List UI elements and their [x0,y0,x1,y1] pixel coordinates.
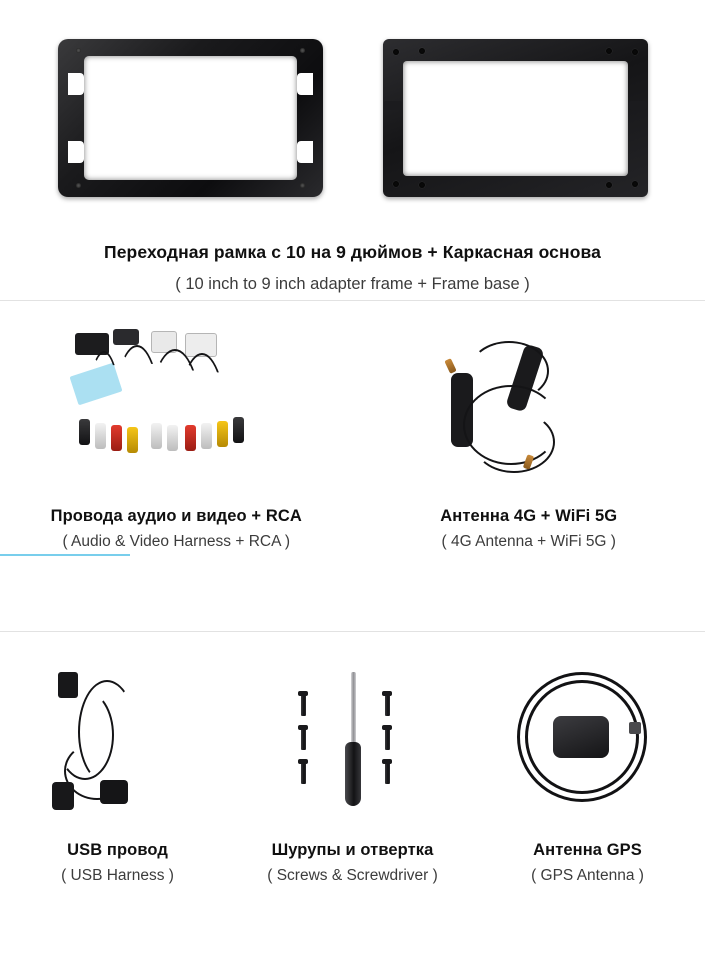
audio-video-harness-image [51,327,301,497]
gps-receiver-body [553,716,609,758]
frames-caption-ru: Переходная рамка с 10 на 9 дюймов + Каркасная основа [104,242,601,262]
screws-caption-en: ( Screws & Screwdriver ) [267,867,438,884]
item-4g-wifi-antenna [353,301,705,631]
rca-plug [201,423,212,449]
screws-caption [267,841,438,885]
item-gps-antenna [470,632,705,970]
mount-hole [632,181,638,187]
frame-tab [629,101,647,110]
screw [385,728,390,750]
screw-hole [76,183,81,188]
antenna-caption [440,507,617,551]
frame-base-image [383,39,648,197]
screws-caption-ru: Шурупы и отвертка [271,841,434,859]
usb-caption-ru: USB провод [67,841,168,859]
gps-caption [531,841,644,885]
rca-plug [167,425,178,451]
gps-caption-ru: Антенна GPS [533,841,642,859]
mount-hole [632,49,638,55]
mount-hole [393,49,399,55]
mount-hole [419,48,425,54]
usb-female-plug [100,780,128,804]
section-frames [0,0,705,300]
mount-hole [419,182,425,188]
adapter-frame-image [58,39,323,197]
screw [301,694,306,716]
accent-line-left [0,554,130,556]
frames-caption-en: ( 10 inch to 9 inch adapter frame + Frame base ) [175,275,530,293]
screw-hole [300,48,305,53]
frame-notch [297,141,313,163]
frame-notch [68,73,84,95]
rca-plug [185,425,196,451]
rca-plug [127,427,138,453]
rca-plug [217,421,228,447]
antenna-connector [444,358,456,374]
screwdriver-handle [345,742,361,806]
frame-notch [68,141,84,163]
frames-image-row [0,0,705,208]
4g-wifi-antenna-image [429,327,629,497]
usb-caption [61,841,174,885]
gps-caption-en: ( GPS Antenna ) [531,867,644,884]
screw [301,762,306,784]
item-audio-video-harness [0,301,353,631]
frame-tab [384,101,402,110]
mount-hole [393,181,399,187]
rca-plug [233,417,244,443]
harness-caption-en: ( Audio & Video Harness + RCA ) [62,533,291,550]
harness-caption-ru: Провода аудио и видео + RCA [50,507,302,525]
antenna-caption-en: ( 4G Antenna + WiFi 5G ) [441,533,616,550]
gps-connector [629,722,641,734]
screw [385,762,390,784]
screw-hole [76,48,81,53]
frames-caption [0,242,705,294]
usb-harness-image [38,664,198,834]
gps-antenna-art [503,656,673,841]
item-screws-screwdriver [235,632,470,970]
gps-antenna-image [503,664,673,834]
rca-plug [79,419,90,445]
screw [301,728,306,750]
screwdriver-shaft [351,672,356,744]
screws-screwdriver-image [273,664,433,834]
frame-notch [297,73,313,95]
item-usb-harness [0,632,235,970]
harness-connector [113,329,139,345]
audio-video-harness-art [51,317,301,507]
screw-hole [300,183,305,188]
rca-plug [111,425,122,451]
rca-plug [95,423,106,449]
antenna-cable [473,411,555,473]
4g-wifi-antenna-art [429,317,629,507]
section-accessories [0,632,705,970]
antenna-caption-ru: Антенна 4G + WiFi 5G [440,507,618,525]
rca-plug [151,423,162,449]
usb-plug [52,782,74,810]
screws-screwdriver-art [273,656,433,841]
usb-harness-art [38,656,198,841]
mount-hole [606,182,612,188]
usb-caption-en: ( USB Harness ) [61,867,174,884]
screw [385,694,390,716]
section-harness-antenna [0,301,705,631]
mount-hole [606,48,612,54]
harness-caption [51,507,302,551]
